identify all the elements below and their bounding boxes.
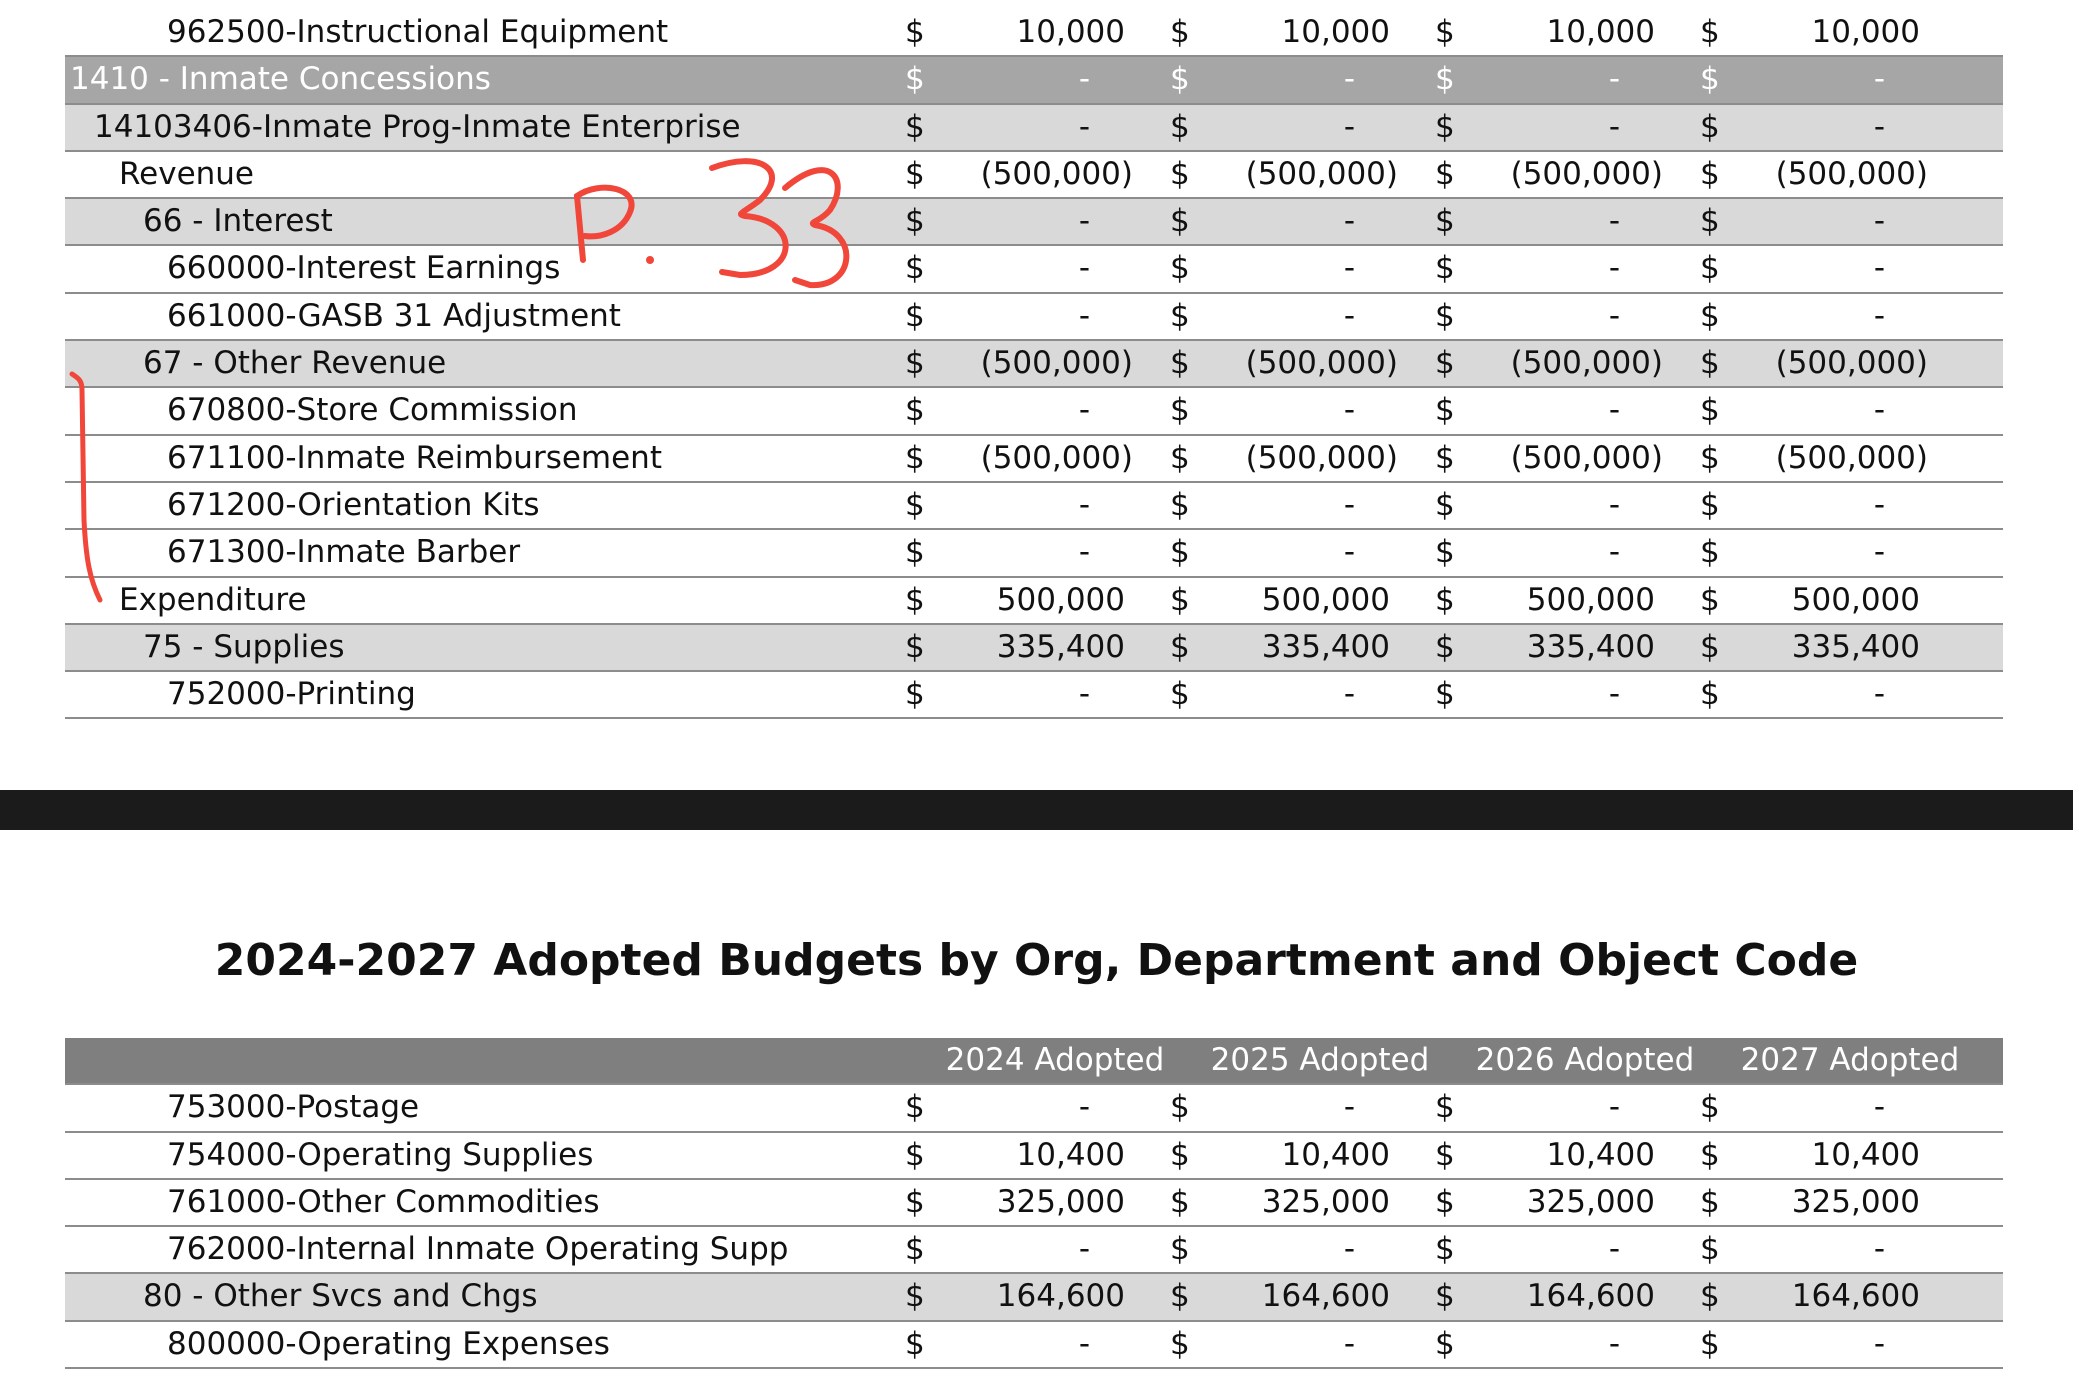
row-label: 67 - Other Revenue [143,345,447,382]
amount-cell: 500,000 [1791,581,1920,618]
table-row [65,152,2003,199]
amount-cell: (500,000) [1775,345,1928,382]
currency-symbol: $ [1435,14,1455,50]
amount-cell: - [1873,676,1885,713]
currency-symbol: $ [1170,297,1190,334]
row-label: 1410 - Inmate Concessions [70,61,491,98]
amount-cell: - [1608,1231,1620,1268]
amount-cell: 500,000 [996,581,1125,618]
amount-cell: 335,400 [1791,628,1920,665]
currency-symbol: $ [905,155,925,192]
currency-symbol: $ [1170,534,1190,571]
currency-symbol: $ [1435,1278,1455,1315]
currency-symbol: $ [905,61,925,98]
amount-cell: - [1873,297,1885,334]
currency-symbol: $ [1700,392,1720,429]
currency-symbol: $ [1435,1325,1455,1362]
amount-cell: - [1078,1325,1090,1362]
amount-cell: (500,000) [1775,439,1928,476]
currency-symbol: $ [1700,61,1720,98]
amount-cell: - [1343,1231,1355,1268]
amount-cell: 325,000 [1261,1183,1390,1220]
table-row [65,530,2003,577]
currency-symbol: $ [1700,108,1720,145]
row-label: 754000-Operating Supplies [167,1136,594,1173]
amount-cell: 500,000 [1261,581,1390,618]
currency-symbol: $ [905,1278,925,1315]
currency-symbol: $ [905,108,925,145]
column-header: 2027 Adopted [1740,1042,1960,1078]
budget-table-top [65,10,2003,719]
currency-symbol: $ [905,1089,925,1126]
row-label: 752000-Printing [167,676,416,713]
row-label: Revenue [119,155,255,192]
page-title: 2024-2027 Adopted Budgets by Org, Department and Object Code [214,935,1859,986]
currency-symbol: $ [1435,439,1455,476]
table-row [65,246,2003,293]
row-label: 14103406-Inmate Prog-Inmate Enterprise [94,108,741,145]
amount-cell: (500,000) [1245,155,1398,192]
budget-page-bottom [0,830,2073,1382]
amount-cell: 164,600 [996,1278,1125,1315]
amount-cell: - [1343,61,1355,98]
amount-cell: 10,400 [1016,1136,1125,1173]
currency-symbol: $ [1170,439,1190,476]
table-row [65,10,2003,57]
amount-cell: 335,400 [1261,628,1390,665]
row-label: 962500-Instructional Equipment [167,14,669,50]
table-row [65,1085,2003,1132]
amount-cell: - [1873,1089,1885,1126]
currency-symbol: $ [1700,1136,1720,1173]
currency-symbol: $ [1700,676,1720,713]
amount-cell: 10,400 [1811,1136,1920,1173]
currency-symbol: $ [905,534,925,571]
row-label: 753000-Postage [167,1089,420,1126]
amount-cell: - [1343,392,1355,429]
currency-symbol: $ [1170,14,1190,50]
row-label: 660000-Interest Earnings [167,250,561,287]
currency-symbol: $ [1170,1231,1190,1268]
amount-cell: - [1343,1325,1355,1362]
currency-symbol: $ [905,581,925,618]
amount-cell: - [1078,486,1090,523]
amount-cell: - [1608,250,1620,287]
currency-symbol: $ [1700,155,1720,192]
row-label: 670800-Store Commission [167,392,578,429]
currency-symbol: $ [1170,581,1190,618]
amount-cell: - [1608,1325,1620,1362]
currency-symbol: $ [1170,392,1190,429]
table-row [65,105,2003,152]
currency-symbol: $ [1170,250,1190,287]
currency-symbol: $ [1700,628,1720,665]
currency-symbol: $ [905,486,925,523]
amount-cell: - [1343,676,1355,713]
currency-symbol: $ [1700,345,1720,382]
table-row [65,1133,2003,1180]
currency-symbol: $ [1700,534,1720,571]
amount-cell: - [1078,676,1090,713]
currency-symbol: $ [1435,392,1455,429]
amount-cell: (500,000) [1245,439,1398,476]
currency-symbol: $ [1435,1231,1455,1268]
page-separator [0,790,2073,830]
amount-cell: - [1873,534,1885,571]
currency-symbol: $ [1435,250,1455,287]
currency-symbol: $ [1170,1325,1190,1362]
table-row [65,1322,2003,1369]
currency-symbol: $ [1700,1183,1720,1220]
currency-symbol: $ [1435,1089,1455,1126]
currency-symbol: $ [1170,155,1190,192]
currency-symbol: $ [1170,676,1190,713]
currency-symbol: $ [905,1136,925,1173]
amount-cell: 164,600 [1261,1278,1390,1315]
amount-cell: 500,000 [1526,581,1655,618]
amount-cell: (500,000) [980,345,1133,382]
amount-cell: - [1343,108,1355,145]
currency-symbol: $ [1435,155,1455,192]
currency-symbol: $ [1700,14,1720,50]
currency-symbol: $ [1435,345,1455,382]
currency-symbol: $ [1435,203,1455,240]
currency-symbol: $ [905,392,925,429]
currency-symbol: $ [905,1325,925,1362]
table-header [65,1038,2003,1085]
amount-cell: (500,000) [1510,439,1663,476]
amount-cell: 325,000 [1526,1183,1655,1220]
row-label: 671300-Inmate Barber [167,534,521,571]
amount-cell: - [1608,297,1620,334]
currency-symbol: $ [1700,1325,1720,1362]
amount-cell: - [1873,61,1885,98]
amount-cell: - [1078,297,1090,334]
currency-symbol: $ [1700,250,1720,287]
currency-symbol: $ [905,628,925,665]
budget-table-bottom [65,1038,2003,1369]
currency-symbol: $ [1435,534,1455,571]
amount-cell: - [1078,392,1090,429]
row-label: 661000-GASB 31 Adjustment [167,297,621,334]
currency-symbol: $ [1170,1183,1190,1220]
currency-symbol: $ [905,1183,925,1220]
amount-cell: 10,400 [1281,1136,1390,1173]
currency-symbol: $ [1170,345,1190,382]
amount-cell: - [1873,1325,1885,1362]
currency-symbol: $ [1170,108,1190,145]
amount-cell: (500,000) [1510,345,1663,382]
amount-cell: 10,000 [1811,14,1920,50]
table-row [65,672,2003,719]
column-header: 2024 Adopted [945,1042,1165,1078]
currency-symbol: $ [1435,61,1455,98]
amount-cell: - [1078,534,1090,571]
table-row [65,436,2003,483]
amount-cell: - [1873,392,1885,429]
currency-symbol: $ [1170,1278,1190,1315]
currency-symbol: $ [1435,628,1455,665]
amount-cell: - [1608,1089,1620,1126]
amount-cell: 164,600 [1526,1278,1655,1315]
currency-symbol: $ [905,203,925,240]
currency-symbol: $ [1170,1089,1190,1126]
amount-cell: 325,000 [996,1183,1125,1220]
amount-cell: - [1343,203,1355,240]
amount-cell: - [1078,1231,1090,1268]
currency-symbol: $ [1700,1231,1720,1268]
amount-cell: 335,400 [1526,628,1655,665]
currency-symbol: $ [905,1231,925,1268]
table-row [65,199,2003,246]
amount-cell: 10,000 [1281,14,1390,50]
table-row [65,1180,2003,1227]
row-label: 671200-Orientation Kits [167,486,540,523]
amount-cell: - [1078,203,1090,240]
amount-cell: 10,400 [1546,1136,1655,1173]
amount-cell: 10,000 [1546,14,1655,50]
column-header: 2025 Adopted [1210,1042,1430,1078]
table-row [65,57,2003,104]
amount-cell: 325,000 [1791,1183,1920,1220]
row-label: 761000-Other Commodities [167,1183,600,1220]
amount-cell: (500,000) [1775,155,1928,192]
row-label: 671100-Inmate Reimbursement [167,439,662,476]
currency-symbol: $ [1170,1136,1190,1173]
currency-symbol: $ [1700,203,1720,240]
currency-symbol: $ [905,676,925,713]
amount-cell: - [1608,392,1620,429]
table-row [65,625,2003,672]
currency-symbol: $ [1435,108,1455,145]
amount-cell: - [1608,203,1620,240]
currency-symbol: $ [1170,486,1190,523]
currency-symbol: $ [1700,439,1720,476]
amount-cell: - [1608,108,1620,145]
currency-symbol: $ [905,345,925,382]
currency-symbol: $ [1700,486,1720,523]
currency-symbol: $ [905,14,925,50]
row-label: 66 - Interest [143,203,333,240]
table-row [65,483,2003,530]
amount-cell: (500,000) [1510,155,1663,192]
amount-cell: - [1078,250,1090,287]
currency-symbol: $ [905,439,925,476]
currency-symbol: $ [1435,486,1455,523]
amount-cell: - [1873,1231,1885,1268]
currency-symbol: $ [1700,581,1720,618]
amount-cell: - [1873,250,1885,287]
currency-symbol: $ [1170,61,1190,98]
amount-cell: (500,000) [980,439,1133,476]
amount-cell: (500,000) [980,155,1133,192]
amount-cell: - [1343,486,1355,523]
table-row [65,578,2003,625]
table-row [65,388,2003,435]
amount-cell: 335,400 [996,628,1125,665]
table-row [65,294,2003,341]
amount-cell: (500,000) [1245,345,1398,382]
row-label: 75 - Supplies [143,628,345,665]
table-row [65,1274,2003,1321]
table-row [65,341,2003,388]
currency-symbol: $ [1700,297,1720,334]
amount-cell: - [1608,486,1620,523]
currency-symbol: $ [1435,676,1455,713]
row-label: 800000-Operating Expenses [167,1325,610,1362]
currency-symbol: $ [905,250,925,287]
column-header: 2026 Adopted [1475,1042,1695,1078]
row-label: Expenditure [119,581,307,618]
currency-symbol: $ [1700,1278,1720,1315]
row-label: 80 - Other Svcs and Chgs [143,1278,538,1315]
amount-cell: - [1608,534,1620,571]
currency-symbol: $ [1170,203,1190,240]
amount-cell: - [1078,1089,1090,1126]
amount-cell: - [1078,108,1090,145]
amount-cell: 164,600 [1791,1278,1920,1315]
amount-cell: - [1873,486,1885,523]
amount-cell: - [1078,61,1090,98]
currency-symbol: $ [1435,581,1455,618]
amount-cell: - [1343,1089,1355,1126]
amount-cell: - [1608,61,1620,98]
table-row [65,1227,2003,1274]
amount-cell: - [1608,676,1620,713]
amount-cell: - [1343,534,1355,571]
currency-symbol: $ [1435,297,1455,334]
currency-symbol: $ [1700,1089,1720,1126]
amount-cell: - [1873,203,1885,240]
amount-cell: - [1343,297,1355,334]
currency-symbol: $ [1170,628,1190,665]
row-label: 762000-Internal Inmate Operating Supp [167,1231,789,1268]
amount-cell: 10,000 [1016,14,1125,50]
currency-symbol: $ [1435,1136,1455,1173]
amount-cell: - [1343,250,1355,287]
amount-cell: - [1873,108,1885,145]
currency-symbol: $ [905,297,925,334]
currency-symbol: $ [1435,1183,1455,1220]
